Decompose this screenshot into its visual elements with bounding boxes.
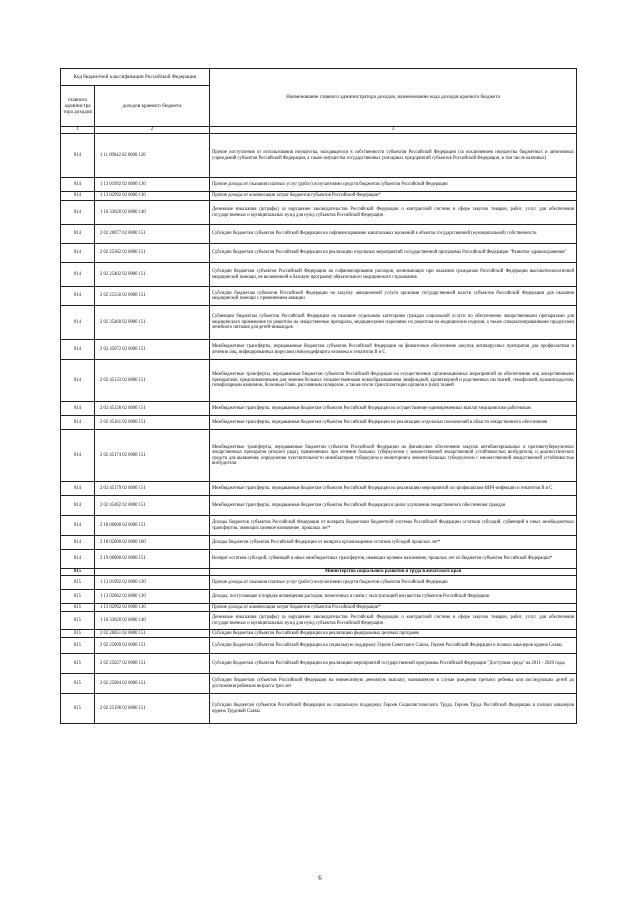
income-code-cell: 2 02 25084 02 0000 151 bbox=[95, 674, 210, 694]
table-row bbox=[61, 402, 577, 416]
income-name-cell: Межбюджетные трансферты, передаваемые бюджетам субъектов Российской Федерации в целях улучшения лекарственного обеспечения граждан bbox=[210, 496, 577, 516]
column-number: 1 bbox=[61, 127, 95, 134]
table-row bbox=[61, 360, 577, 402]
admin-code-cell: 815 bbox=[61, 590, 95, 604]
table-row bbox=[61, 201, 577, 225]
income-name-cell: Прочие доходы от оказания платных услуг (работ) получателями средств бюджетов субъектов Российской Федерации bbox=[210, 178, 577, 192]
admin-code-cell: 814 bbox=[61, 192, 95, 201]
admin-code-cell: 815 bbox=[61, 630, 95, 638]
income-code-cell: 2 02 25402 02 0000 151 bbox=[95, 263, 210, 287]
table-row bbox=[61, 516, 577, 536]
admin-code-cell: 814 bbox=[61, 201, 95, 225]
income-name-cell: Межбюджетные трансферты, передаваемые бюджетам субъектов Российской Федерации на осуществление единовременных выплат медицинским работникам bbox=[210, 402, 577, 416]
income-name-cell: Возврат остатков субсидий, субвенций и иных межбюджетных трансфертов, имеющих целевое назначение, прошлых лет из бюджетов субъектов Российской Федерации* bbox=[210, 550, 577, 569]
income-name-cell: Межбюджетные трансферты, передаваемые бюджетам субъектов Российской Федерации на реализацию мероприятий по профилактике ВИЧ-инфекции и гепатитов B и C bbox=[210, 482, 577, 496]
admin-code-cell: 815 bbox=[61, 674, 95, 694]
name-column-header: Наименование главного администратора доходов, наименование кода доходов краевого бюджета bbox=[210, 69, 577, 127]
admin-code-cell: 814 bbox=[61, 263, 95, 287]
income-code-cell: 2 18 02000 02 0000 180 bbox=[95, 536, 210, 550]
admin-code-cell: 814 bbox=[61, 287, 95, 306]
income-name-cell: Межбюджетные трансферты, передаваемые бюджетам субъектов Российской Федерации на реализацию отдельных полномочий в области лекарственного обеспечения bbox=[210, 416, 577, 430]
income-name-cell: Доходы бюджетов субъектов Российской Федерации от возврата бюджетами бюджетной системы Российской Федерации остатков субсидий, субвенций и иных межбюджетных трансфертов, имеющих целевое назначение, прошлых лет* bbox=[210, 516, 577, 536]
income-name-cell: Прочие поступления от использования имущества, находящегося в собственности субъектов Российской Федерации (за исключением имущества бюджетных и автономных учреждений субъектов Российской Федерации, а также имущества государственных унитарных предприятий субъектов Российской Федерации, в том числе казенных) bbox=[210, 134, 577, 178]
income-name-cell: Субсидии бюджетам субъектов Российской Федерации на реализацию федеральных целевых программ bbox=[210, 630, 577, 638]
income-code-cell: 2 02 25556 02 0000 151 bbox=[95, 287, 210, 306]
income-name-cell: Прочие доходы от компенсации затрат бюджетов субъектов Российской Федерации* bbox=[210, 192, 577, 201]
table-row bbox=[61, 694, 577, 724]
admin-code-cell: 814 bbox=[61, 402, 95, 416]
table-row bbox=[61, 192, 577, 201]
admin-code-cell: 814 bbox=[61, 550, 95, 569]
table-row bbox=[61, 225, 577, 244]
income-name-cell: Субсидии бюджетам субъектов Российской Федерации на ежемесячную денежную выплату, назначаемую в случае рождения третьего ребенка или последующих детей до достижения ребенком возраста трех лет bbox=[210, 674, 577, 694]
income-name-cell: Прочие доходы от компенсации затрат бюджетов субъектов Российской Федерации* bbox=[210, 604, 577, 612]
admin-code-cell: 815 bbox=[61, 604, 95, 612]
column-number: 3 bbox=[210, 127, 577, 134]
income-code-cell: 2 02 45136 02 0000 151 bbox=[95, 402, 210, 416]
income-code-cell: 1 13 02062 02 0000 130 bbox=[95, 590, 210, 604]
table-row bbox=[61, 306, 577, 340]
income-code-cell: 2 02 20077 02 0000 151 bbox=[95, 225, 210, 244]
income-name-cell: Межбюджетные трансферты, передаваемые бюджетам субъектов Российской Федерации на осуществление организационных мероприятий по обеспечению лиц лекарственными препаратами, предназначенными для лечения больных злокачественными новообразованиями лимфоидной, кроветворной и родственных им тканей, гемофилией, муковисцидозом, гипофизарным нанизмом, болезнью Гоше, рассеянным склерозом, а также после трансплантации органов и (или) тканей bbox=[210, 360, 577, 402]
income-code-cell: 1 13 01992 02 0000 130 bbox=[95, 178, 210, 192]
page-number: 6 bbox=[318, 874, 322, 882]
table-row bbox=[61, 340, 577, 360]
income-name-cell: Денежные взыскания (штрафы) за нарушение законодательства Российской Федерации о контрактной системе в сфере закупок товаров, работ, услуг для обеспечения государственных и муниципальных нужд для нужд субъектов Российской Федерации bbox=[210, 612, 577, 630]
code-group-header: Код бюджетной классификации Российской Федерации bbox=[61, 69, 210, 86]
income-code-cell: 2 18 00000 02 0000 151 bbox=[95, 516, 210, 536]
table-row bbox=[61, 244, 577, 263]
income-name-cell: Министерство социального развития и труда Камчатского края bbox=[210, 569, 577, 576]
income-code-cell: 2 02 25198 02 0000 151 bbox=[95, 694, 210, 724]
table-row bbox=[61, 550, 577, 569]
income-code-cell bbox=[95, 569, 210, 576]
income-name-cell: Субсидии бюджетам субъектов Российской Федерации на софинансирование капитальных вложений в объекты государственной (муниципальной) собственности bbox=[210, 225, 577, 244]
admin-code-cell: 814 bbox=[61, 430, 95, 482]
table-row bbox=[61, 590, 577, 604]
income-code-cell: 2 19 00000 02 0000 151 bbox=[95, 550, 210, 569]
income-name-cell: Субсидии бюджетам субъектов Российской Федерации на социальную поддержку Героев Советского Союза, Героев Российской Федерации и полных кавалеров ордена Славы bbox=[210, 638, 577, 654]
admin-code-cell: 814 bbox=[61, 416, 95, 430]
income-name-cell: Субсидии бюджетам субъектов Российской Федерации на реализацию мероприятий государственной программы Российской Федерации "Доступная среда" на 2011 - 2020 годы bbox=[210, 654, 577, 674]
table-row bbox=[61, 496, 577, 516]
income-code-cell: 1 13 01992 02 0000 130 bbox=[95, 576, 210, 590]
admin-code-cell: 815 bbox=[61, 612, 95, 630]
admin-code-cell: 815 bbox=[61, 694, 95, 724]
income-code-cell: 2 02 45161 02 0000 151 bbox=[95, 416, 210, 430]
income-name-cell: Субсидии бюджетам субъектов Российской Федерации на социальную поддержку Героев Социалистического Труда, Героев Труда Российской Федерации и полных кавалеров ордена Трудовой Славы bbox=[210, 694, 577, 724]
income-code-cell: 1 11 09042 02 0000 120 bbox=[95, 134, 210, 178]
admin-code-cell: 815 bbox=[61, 654, 95, 674]
table-row bbox=[61, 536, 577, 550]
income-code-cell: 2 02 25382 02 0000 151 bbox=[95, 244, 210, 263]
income-name-cell: Субсидии бюджетам субъектов Российской Федерации на софинансирование расходов, возникающих при оказании гражданам Российской Федерации высокотехнологичной медицинской помощи, не включенной в базовую программу обязательного медицинского страхования bbox=[210, 263, 577, 287]
income-name-cell: Субсидии бюджетам субъектов Российской Федерации на реализацию отдельных мероприятий государственной программы Российской Федерации "Развитие здравоохранения" bbox=[210, 244, 577, 263]
income-name-cell: Субвенции бюджетам субъектов Российской Федерации на оказание отдельным категориям граждан социальной услуги по обеспечению лекарственными препаратами для медицинского применения по рецептам на лекарственные препараты, медицинскими изделиями по рецептам на медицинские изделия, а также специализированными продуктами лечебного питания для детей-инвалидов bbox=[210, 306, 577, 340]
header-row-group bbox=[61, 69, 577, 86]
table-row bbox=[61, 674, 577, 694]
column-number: 2 bbox=[95, 127, 210, 134]
income-codes-table bbox=[60, 68, 577, 724]
income-code-cell: 2 02 45133 02 0000 151 bbox=[95, 360, 210, 402]
table-body bbox=[61, 134, 577, 724]
income-code-cell: 1 13 02992 02 0000 130 bbox=[95, 604, 210, 612]
admin-code-cell: 814 bbox=[61, 134, 95, 178]
table-row bbox=[61, 576, 577, 590]
table-row bbox=[61, 287, 577, 306]
table-row bbox=[61, 630, 577, 638]
admin-code-cell: 814 bbox=[61, 516, 95, 536]
income-name-cell: Субсидии бюджетам субъектов Российской Федерации на закупку авиационной услуги органами государственной власти субъектов Российской Федерации для оказания медицинской помощи с применением авиации bbox=[210, 287, 577, 306]
income-code-cell: 2 02 45482 02 0000 151 bbox=[95, 496, 210, 516]
income-name-cell: Доходы, поступающие в порядке возмещения расходов, понесенных в связи с эксплуатацией имущества субъектов Российской Федерации bbox=[210, 590, 577, 604]
income-code-cell: 1 16 33020 02 0000 140 bbox=[95, 612, 210, 630]
income-code-cell: 1 16 33020 02 0000 140 bbox=[95, 201, 210, 225]
income-name-cell: Межбюджетные трансферты, передаваемые бюджетам субъектов Российской Федерации на финансовое обеспечение закупок антивирусных препаратов для профилактики и лечения лиц, инфицированных вирусами иммунодефицита человека и гепатитов B и C bbox=[210, 340, 577, 360]
income-name-cell: Доходы бюджетов субъектов Российской Федерации от возврата организациями остатков субсидий прошлых лет* bbox=[210, 536, 577, 550]
income-code-cell: 2 02 25009 02 0000 151 bbox=[95, 638, 210, 654]
income-column-header: доходов краевого бюджета bbox=[95, 86, 210, 127]
admin-code-cell: 815 bbox=[61, 638, 95, 654]
table-row bbox=[61, 178, 577, 192]
admin-code-cell: 815 bbox=[61, 576, 95, 590]
admin-column-header: главного администра тора доходов bbox=[61, 86, 95, 127]
table-row bbox=[61, 638, 577, 654]
table-row bbox=[61, 482, 577, 496]
admin-code-cell: 814 bbox=[61, 244, 95, 263]
income-code-cell: 1 13 02992 02 0000 130 bbox=[95, 192, 210, 201]
table-row bbox=[61, 654, 577, 674]
table-row bbox=[61, 430, 577, 482]
income-code-cell: 2 02 25027 02 0000 151 bbox=[95, 654, 210, 674]
table-row bbox=[61, 604, 577, 612]
income-name-cell: Прочие доходы от оказания платных услуг (работ) получателями средств бюджетов субъектов Российской Федерации bbox=[210, 576, 577, 590]
table-row bbox=[61, 416, 577, 430]
admin-code-cell: 814 bbox=[61, 178, 95, 192]
table-row bbox=[61, 612, 577, 630]
income-code-cell: 2 02 20051 02 0000 151 bbox=[95, 630, 210, 638]
admin-code-cell: 814 bbox=[61, 536, 95, 550]
income-name-cell: Межбюджетные трансферты, передаваемые бюджетам субъектов Российской Федерации на финансовое обеспечение закупок антибактериальных и противотуберкулезных лекарственных препаратов (второго ряда), применяемых при лечении больных туберкулезом с множественной лекарственной устойчивостью возбудителя, и диагностических средств для выявления, определения чувствительности микобактерии туберкулеза и мониторинга лечения больных туберкулезом с множественной лекарственной устойчивостью возбудителя bbox=[210, 430, 577, 482]
admin-code-cell: 814 bbox=[61, 340, 95, 360]
income-code-cell: 2 02 35460 02 0000 151 bbox=[95, 306, 210, 340]
column-number-row bbox=[61, 127, 577, 134]
admin-code-cell: 814 bbox=[61, 225, 95, 244]
admin-code-cell: 814 bbox=[61, 360, 95, 402]
admin-code-cell: 814 bbox=[61, 306, 95, 340]
section-row bbox=[61, 569, 577, 576]
income-code-cell: 2 02 45179 02 0000 151 bbox=[95, 482, 210, 496]
admin-code-cell: 814 bbox=[61, 496, 95, 516]
table-row bbox=[61, 134, 577, 178]
income-code-cell: 2 02 45072 02 0000 151 bbox=[95, 340, 210, 360]
table-row bbox=[61, 263, 577, 287]
income-code-cell: 2 02 45174 02 0000 151 bbox=[95, 430, 210, 482]
income-name-cell: Денежные взыскания (штрафы) за нарушение законодательства Российской Федерации о контрактной системе в сфере закупок товаров, работ, услуг для обеспечения государственных и муниципальных нужд для нужд субъектов Российской Федерации bbox=[210, 201, 577, 225]
admin-code-cell: 814 bbox=[61, 482, 95, 496]
admin-code-cell: 815 bbox=[61, 569, 95, 576]
